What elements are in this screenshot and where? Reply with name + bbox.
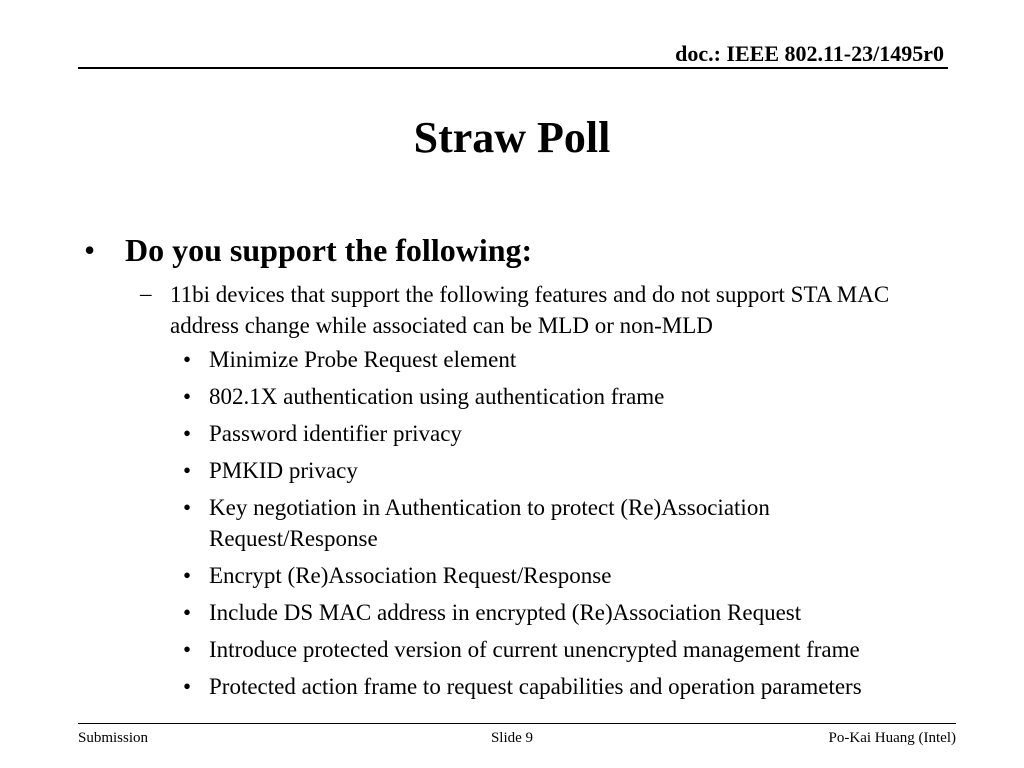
footer-divider	[78, 723, 956, 724]
level1-bullet: •	[84, 232, 96, 268]
slide-title: Straw Poll	[413, 113, 611, 162]
list-item-text: 802.1X authentication using authentication frame	[209, 384, 665, 409]
document-id: doc.: IEEE 802.11-23/1495r0	[675, 41, 944, 66]
list-bullet: •	[183, 637, 192, 662]
list-bullet: •	[183, 347, 192, 372]
footer-submission: Submission	[78, 730, 149, 746]
level2-text: 11bi devices that support the following features and do not support STA MAC address change while associated can be MLD or non-MLD	[170, 282, 890, 338]
list-item-text: Key negotiation in Authentication to protect (Re)Association Request/Response	[209, 495, 770, 551]
level2-bullet: –	[140, 281, 152, 306]
list-bullet: •	[183, 458, 192, 483]
list-item	[183, 381, 943, 412]
list-item-text: Encrypt (Re)Association Request/Response	[209, 563, 612, 588]
list-item-text: Minimize Probe Request element	[209, 347, 517, 372]
level1-text: Do you support the following:	[125, 232, 533, 268]
list-bullet: •	[183, 674, 192, 699]
list-bullet: •	[183, 384, 192, 409]
footer-author: Po-Kai Huang (Intel)	[828, 730, 956, 746]
list-item-text: Include DS MAC address in encrypted (Re)Association Request	[209, 600, 802, 625]
list-item-text: Introduce protected version of current unencrypted management frame	[209, 637, 860, 662]
list-item	[183, 671, 943, 702]
list-item-text: PMKID privacy	[209, 458, 358, 483]
list-item-text: Password identifier privacy	[209, 421, 462, 446]
list-item	[183, 455, 943, 486]
footer-slide-number: Slide 9	[490, 730, 534, 746]
list-bullet: •	[183, 421, 192, 446]
list-item	[183, 634, 943, 665]
list-item	[183, 492, 943, 554]
list-bullet: •	[183, 600, 192, 625]
list-item	[183, 597, 943, 628]
list-item-text: Protected action frame to request capabilities and operation parameters	[209, 674, 862, 699]
list-item	[183, 560, 943, 591]
list-bullet: •	[183, 495, 192, 520]
list-bullet: •	[183, 563, 192, 588]
list-item	[183, 418, 943, 449]
header-divider	[78, 67, 948, 69]
list-item	[183, 344, 943, 375]
